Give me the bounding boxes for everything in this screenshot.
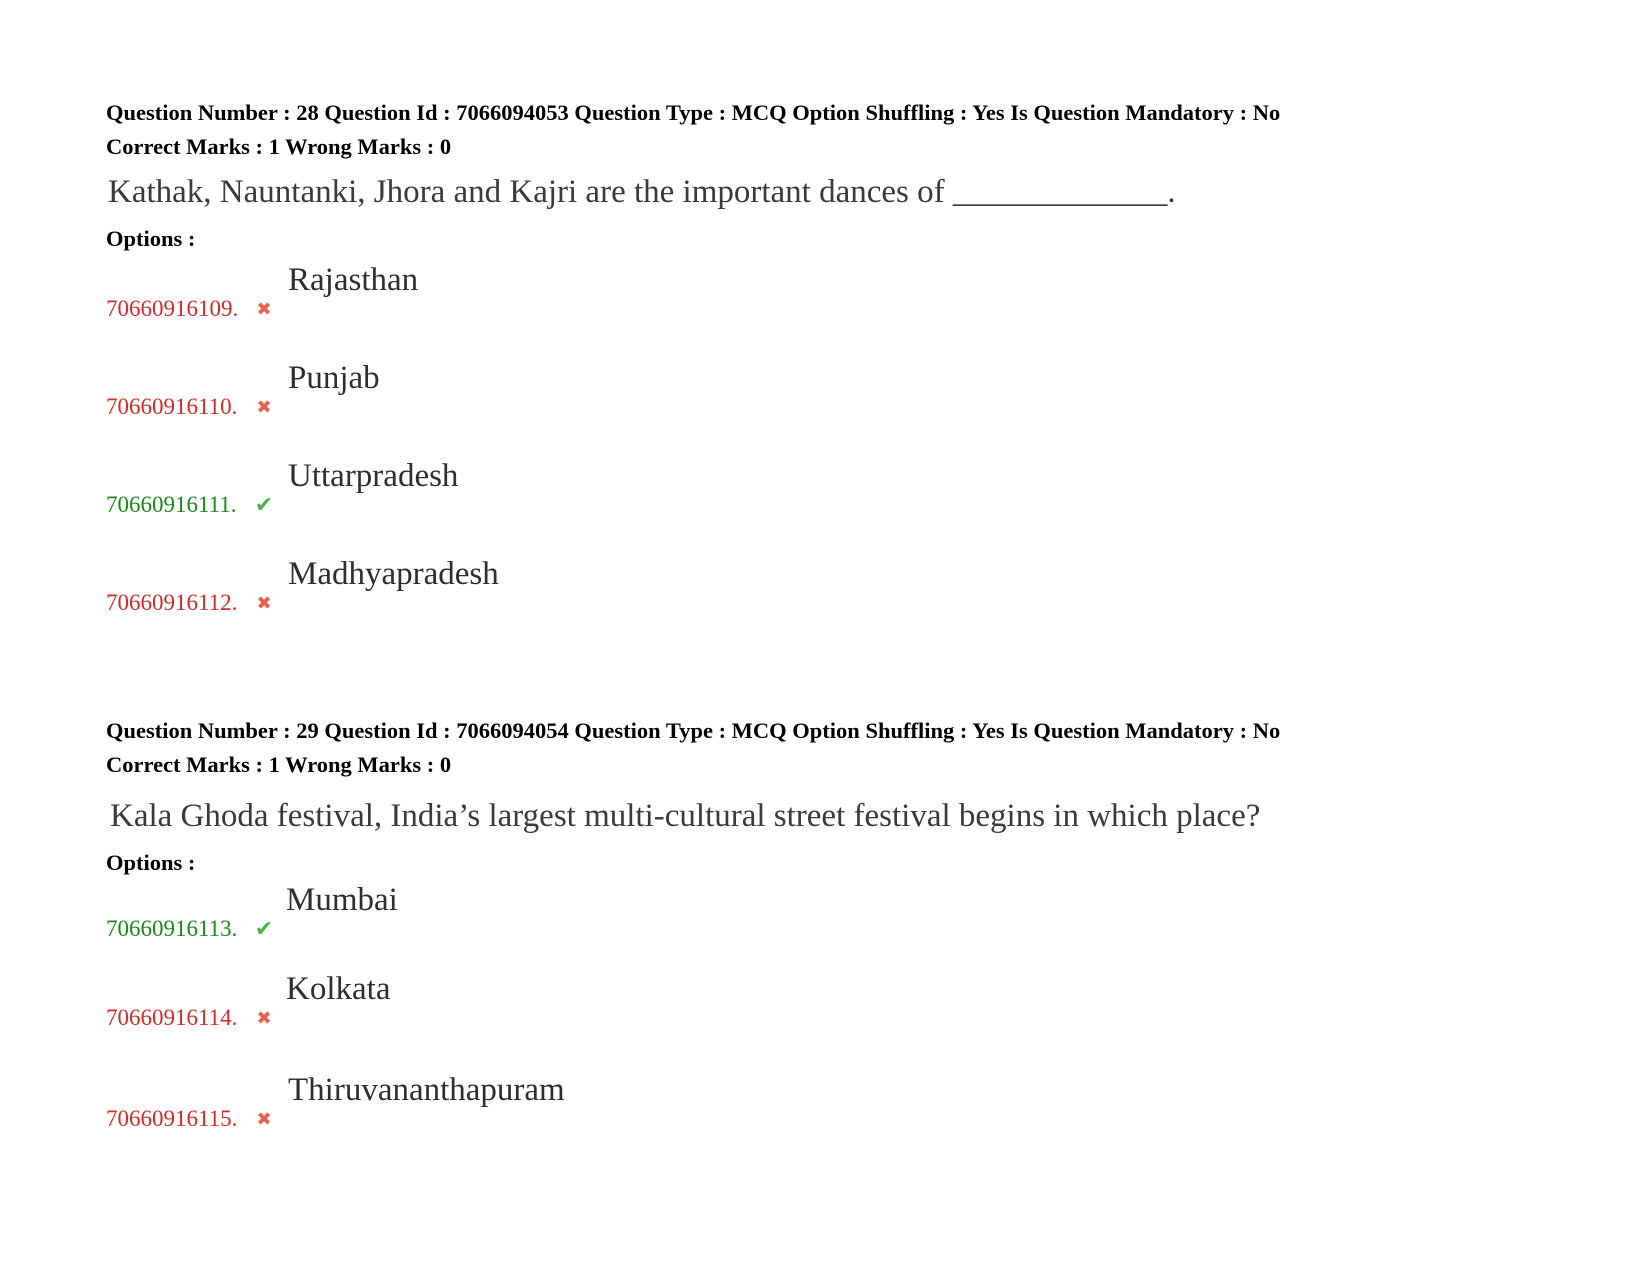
option-text: Kolkata [286, 971, 391, 1007]
question-text: Kathak, Nauntanki, Jhora and Kajri are the important dances of _____________. [108, 174, 1176, 210]
option-text: Punjab [288, 360, 380, 396]
option-text: Madhyapradesh [288, 556, 499, 592]
option-id: 70660916109. [106, 296, 239, 321]
question-block [106, 96, 1586, 616]
option-item [106, 556, 1586, 616]
option-item [106, 1072, 1586, 1132]
cross-icon: ✖ [256, 397, 272, 418]
option-text: Thiruvananthapuram [288, 1072, 565, 1108]
option-text: Mumbai [286, 882, 398, 918]
option-item [106, 882, 1586, 942]
option-id: 70660916114. [106, 1005, 238, 1030]
option-text: Rajasthan [288, 262, 419, 298]
option-id: 70660916115. [106, 1106, 238, 1131]
options-label: Options : [106, 850, 196, 875]
cross-icon: ✖ [256, 1109, 272, 1130]
question-marks: Correct Marks : 1 Wrong Marks : 0 [106, 752, 452, 777]
option-item [106, 458, 1586, 518]
option-item [106, 971, 1586, 1031]
option-id: 70660916110. [106, 394, 238, 419]
check-icon: ✔ [254, 493, 274, 518]
option-item [106, 262, 1586, 322]
check-icon: ✔ [254, 917, 274, 942]
option-id: 70660916113. [106, 916, 238, 941]
question-block [106, 714, 1586, 1132]
question-text: Kala Ghoda festival, India’s largest multi-cultural street festival begins in which place? [110, 798, 1261, 834]
option-item [106, 360, 1586, 420]
question-meta: Question Number : 28 Question Id : 7066094053 Question Type : MCQ Option Shuffling : Yes Is Question Mandatory : No [106, 100, 1281, 125]
option-text: Uttarpradesh [288, 458, 459, 494]
option-id: 70660916111. [106, 492, 237, 517]
cross-icon: ✖ [256, 1008, 272, 1029]
question-meta: Question Number : 29 Question Id : 7066094054 Question Type : MCQ Option Shuffling : Yes Is Question Mandatory : No [106, 718, 1281, 743]
cross-icon: ✖ [256, 593, 272, 614]
cross-icon: ✖ [256, 299, 272, 320]
question-marks: Correct Marks : 1 Wrong Marks : 0 [106, 134, 452, 159]
options-label: Options : [106, 226, 196, 251]
option-id: 70660916112. [106, 590, 238, 615]
